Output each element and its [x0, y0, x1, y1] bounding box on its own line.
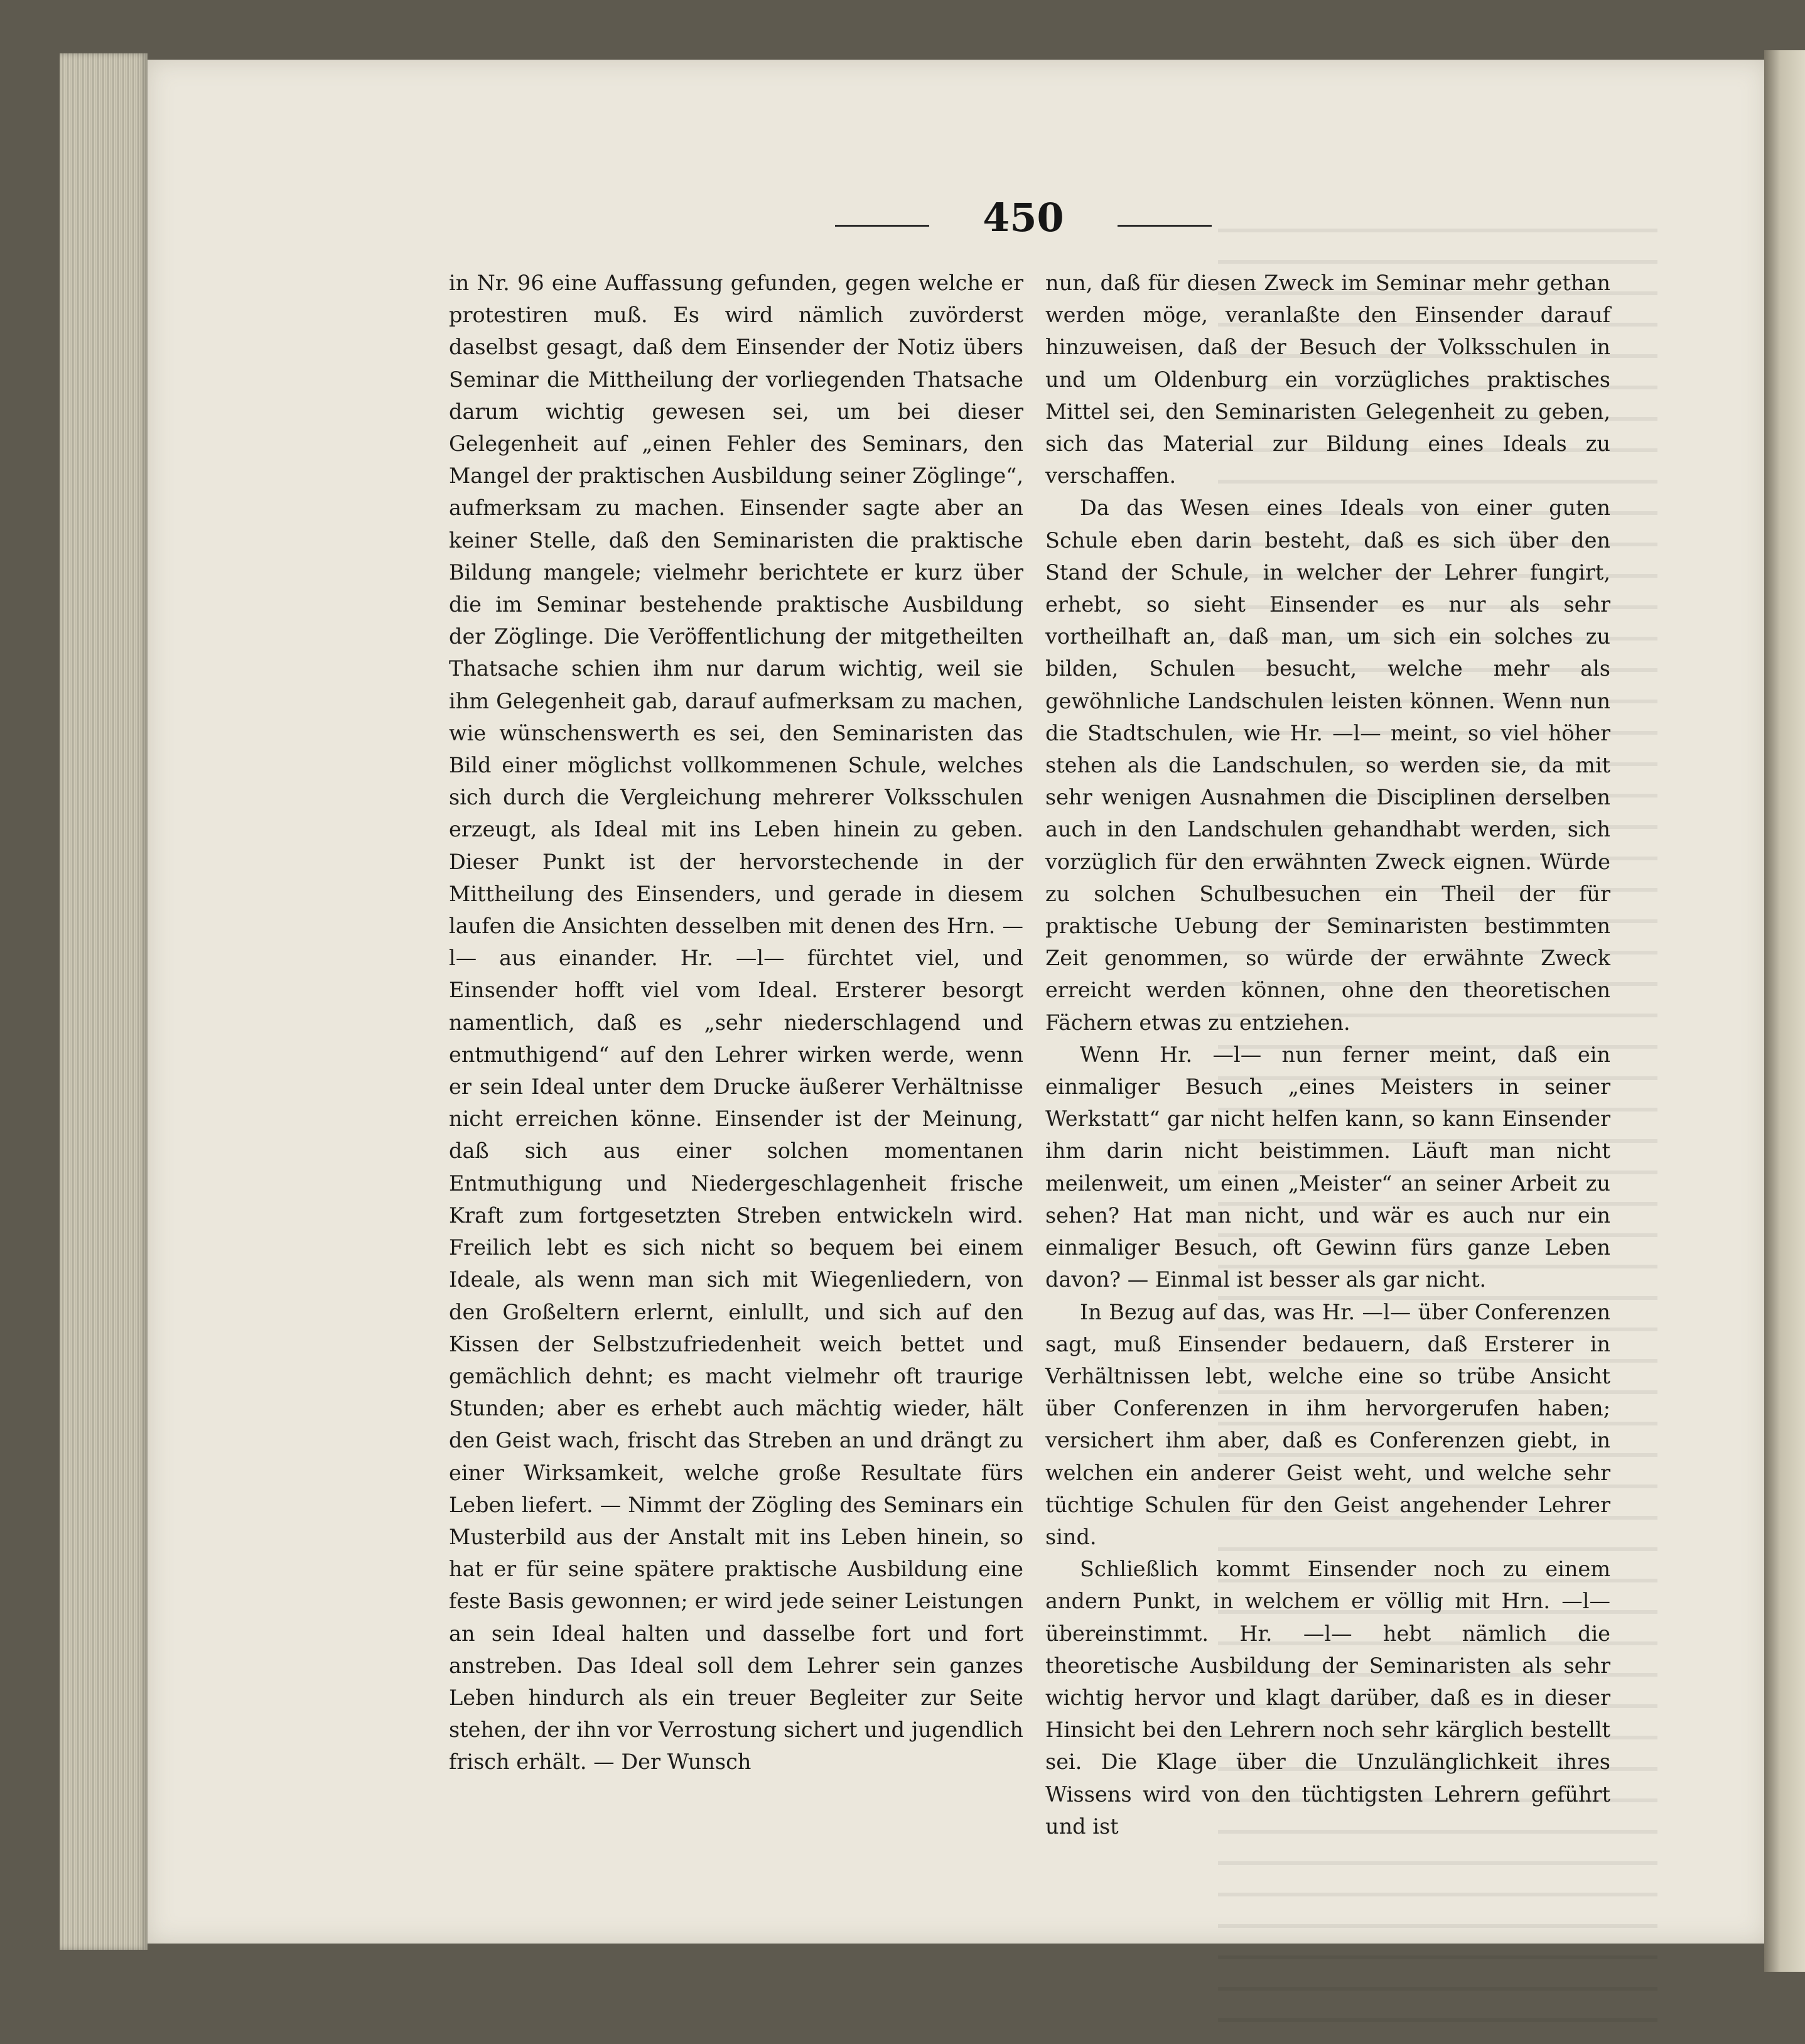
right-paragraph-3: Wenn Hr. —l— nun ferner meint, daß ein einmaliger Besuch „eines Meisters in seiner Werkstatt“ gar nicht helfen kann, so kann Einsender ihm darin nicht beistimmen. Läuft man nicht meilenweit, um einen „Meister“ an seiner Arbeit zu sehen? Hat man nicht, und wär es auch nur ein einmaliger Besuch, oft Gewinn fürs ganze Leben davon? — Einmal ist besser als gar nicht. [1045, 1042, 1610, 1292]
page-header [835, 195, 1212, 251]
right-text-column [1045, 267, 1610, 1842]
left-text-column [449, 267, 1023, 1778]
book-gutter [1764, 50, 1805, 1972]
right-paragraph-4: In Bezug auf das, was Hr. —l— über Conferenzen sagt, muß Einsender bedauern, daß Ersterer in Verhältnissen lebt, welche eine so trübe Ansicht über Conferenzen in ihm hervorgerufen haben; versichert ihm aber, daß es Conferenzen giebt, in welchen ein anderer Geist weht, und welche sehr tüchtige Schulen für den Geist angehender Lehrer sind. [1045, 1299, 1610, 1549]
right-paragraph-2: Da das Wesen eines Ideals von einer guten Schule eben darin besteht, daß es sich über den Stand der Schule, in welcher der Lehrer fungirt, erhebt, so sieht Einsender es nur als sehr vortheilhaft an, daß man, um sich ein solches zu bilden, Schulen besucht, welche mehr als gewöhnliche Landschulen leisten können. Wenn nun die Stadtschulen, wie Hr. —l— meint, so viel höher stehen als die Landschulen, so werden sie, da mit sehr wenigen Ausnahmen die Disciplinen derselben auch in den Landschulen gehandhabt werden, sich vorzüglich für den erwähnten Zweck eignen. Würde zu solchen Schulbesuchen ein Theil der für praktische Uebung der Seminaristen bestimmten Zeit genommen, so würde der erwähnte Zweck erreicht werden können, ohne den theoretischen Fächern etwas zu entziehen. [1045, 495, 1610, 1035]
header-rule-right [1118, 225, 1212, 227]
page-number: 450 [983, 195, 1064, 241]
page-stack-edge [60, 53, 148, 1950]
right-paragraph-1: nun, daß für diesen Zweck im Seminar mehr gethan werden möge, veranlaßte den Einsender darauf hinzuweisen, daß der Besuch der Volksschulen in und um Oldenburg ein vorzügliches praktisches Mittel sei, den Seminaristen Gelegenheit zu geben, sich das Material zur Bildung eines Ideals zu verschaffen. [1045, 271, 1610, 489]
left-paragraph-1: in Nr. 96 eine Auffassung gefunden, gegen welche er protestiren muß. Es wird nämlich zuvörderst daselbst gesagt, daß dem Einsender der Notiz übers Seminar die Mittheilung der vorliegenden Thatsache darum wichtig gewesen sei, um bei dieser Gelegenheit auf „einen Fehler des Seminars, den Mangel der praktischen Ausbildung seiner Zöglinge“, aufmerksam zu machen. Einsender sagte aber an keiner Stelle, daß den Seminaristen die praktische Bildung mangele; vielmehr berichtete er kurz über die im Seminar bestehende praktische Ausbildung der Zöglinge. Die Veröffentlichung der mitgetheilten Thatsache schien ihm nur darum wichtig, weil sie ihm Gelegenheit gab, darauf aufmerksam zu machen, wie wünschenswerth es sei, den Seminaristen das Bild einer möglichst vollkommenen Schule, welches sich durch die Vergleichung mehrerer Volksschulen erzeugt, als Ideal mit ins Leben hinein zu geben. Dieser Punkt ist der hervorstechende in der Mittheilung des Einsenders, und gerade in diesem laufen die Ansichten desselben mit denen des Hrn. —l— aus einander. Hr. —l— fürchtet viel, und Einsender hofft viel vom Ideal. Ersterer besorgt namentlich, daß es „sehr niederschlagend und entmuthigend“ auf den Lehrer wirken werde, wenn er sein Ideal unter dem Drucke äußerer Verhältnisse nicht erreichen könne. Einsender ist der Meinung, daß sich aus einer solchen momentanen Entmuthigung und Niedergeschlagenheit frische Kraft zum fortgesetzten Streben entwickeln wird. Freilich lebt es sich nicht so bequem bei einem Ideale, als wenn man sich mit Wiegenliedern, von den Großeltern erlernt, einlullt, und sich auf den Kissen der Selbstzufriedenheit weich bettet und gemächlich dehnt; es macht vielmehr oft traurige Stunden; aber es erhebt auch mächtig wieder, hält den Geist wach, frischt das Streben an und drängt zu einer Wirksamkeit, welche große Resultate fürs Leben liefert. — Nimmt der Zögling des Seminars ein Musterbild aus der Anstalt mit ins Leben hinein, so hat er für seine spätere praktische Ausbildung eine feste Basis gewonnen; er wird jede seiner Leistungen an sein Ideal halten und dasselbe fort und fort anstreben. Das Ideal soll dem Lehrer sein ganzes Leben hindurch als ein treuer Begleiter zur Seite stehen, der ihn vor Verrostung sichert und jugendlich frisch erhält. — Der Wunsch [449, 271, 1023, 1775]
right-paragraph-5: Schließlich kommt Einsender noch zu einem andern Punkt, in welchem er völlig mit Hrn. —l— übereinstimmt. Hr. —l— hebt nämlich die theoretische Ausbildung der Seminaristen als sehr wichtig hervor und klagt darüber, daß es in dieser Hinsicht bei den Lehrern noch sehr kärglich bestellt sei. Die Klage über die Unzulänglichkeit ihres Wissens wird von den tüchtigsten Lehrern geführt und ist [1045, 1557, 1610, 1839]
